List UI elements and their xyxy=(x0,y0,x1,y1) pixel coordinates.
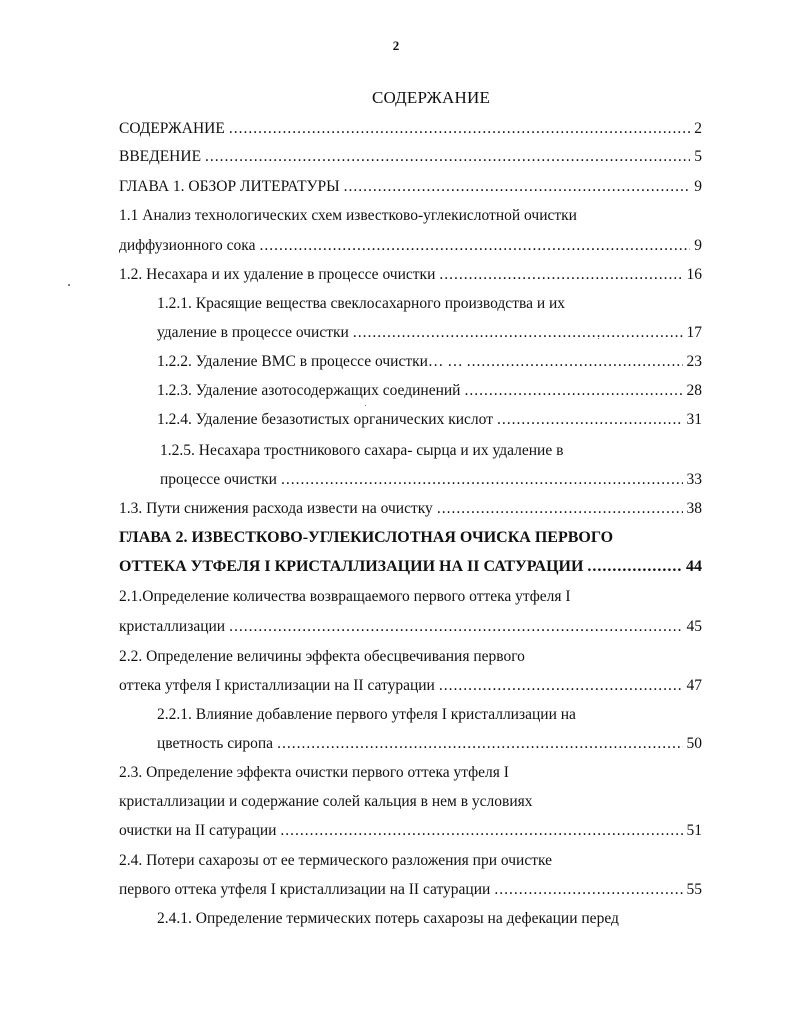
toc-entry-line xyxy=(119,676,702,696)
toc-entry-text: 1.1 Анализ технологических схем известково-углекислотной очистки xyxy=(119,207,577,224)
toc-page-number: 51 xyxy=(686,822,702,839)
toc-page-number: 45 xyxy=(686,618,702,635)
toc-entry-line xyxy=(157,323,702,343)
toc-entry-line xyxy=(157,705,576,725)
dot-leader xyxy=(281,470,683,490)
toc-entry-text: цветность сиропа xyxy=(157,735,274,752)
toc-entry-text: СОДЕРЖАНИЕ xyxy=(119,120,225,137)
toc-entry-text: 1.3. Пути снижения расхода извести на очистку xyxy=(119,500,433,517)
toc-entry-text: 2.4. Потери сахарозы от ее термического разложения при очистке xyxy=(119,852,553,869)
toc-entry-text: очистки на II сатурации xyxy=(119,822,277,839)
toc-page-number: 2 xyxy=(694,120,702,137)
toc-entry-line xyxy=(119,763,509,783)
toc-entry-text: первого оттека утфеля I кристаллизации на II сатурации xyxy=(119,881,491,898)
toc-page-number: 5 xyxy=(694,148,702,165)
dot-leader xyxy=(229,119,690,139)
dot-leader xyxy=(467,352,683,372)
toc-entry-line xyxy=(157,410,702,430)
toc-entry-text: ВВЕДЕНИЕ xyxy=(119,148,202,165)
toc-entry-text: ОТТЕКА УТФЕЛЯ I КРИСТАЛЛИЗАЦИИ НА II САТУРАЦИИ xyxy=(119,558,584,575)
toc-page-number: 44 xyxy=(686,558,702,575)
toc-entry-line xyxy=(157,734,702,754)
toc-entry-text: ГЛАВА 1. ОБЗОР ЛИТЕРАТУРЫ xyxy=(119,178,340,195)
dot-leader xyxy=(353,323,683,343)
toc-entry-line xyxy=(119,617,702,637)
toc-page-number: 47 xyxy=(686,677,702,694)
toc-entry-line xyxy=(119,587,571,607)
toc-entry-text: ГЛАВА 2. ИЗВЕСТКОВО-УГЛЕКИСЛОТНАЯ ОЧИСКА ПЕРВОГО xyxy=(119,529,614,546)
toc-page-number: 9 xyxy=(694,237,702,254)
toc-page-number: 38 xyxy=(686,500,702,517)
toc-entry-text: 1.2.2. Удаление ВМС в процессе очистки… … xyxy=(157,353,463,370)
toc-entry-text: процессе очистки xyxy=(160,471,277,488)
toc-page-number: 55 xyxy=(686,881,702,898)
dot-leader xyxy=(439,265,682,285)
toc-entry-text: диффузионного сока xyxy=(119,237,256,254)
toc-entry-line xyxy=(119,119,702,139)
toc-entry-line xyxy=(119,647,525,667)
dot-leader xyxy=(587,557,682,577)
dot-leader xyxy=(464,381,682,401)
toc-entry-line xyxy=(157,909,619,929)
toc-page-number: 28 xyxy=(686,382,702,399)
toc-entry-line xyxy=(119,265,702,285)
toc-entry-line xyxy=(119,177,702,197)
toc-entry-line xyxy=(157,294,565,314)
dot-leader xyxy=(344,177,691,197)
toc-entry-text: 2.1.Определение количества возвращаемого первого оттека утфеля I xyxy=(119,588,571,605)
toc-entry-line xyxy=(119,557,702,577)
toc-entry-text: 1.2. Несахара и их удаление в процессе очистки xyxy=(119,266,436,283)
dot-leader xyxy=(494,880,682,900)
toc-entry-line xyxy=(160,441,563,461)
toc-page-number: 23 xyxy=(686,353,702,370)
toc-entry-line xyxy=(119,147,702,167)
toc-title: СОДЕРЖАНИЕ xyxy=(371,88,491,107)
toc-page-number: 16 xyxy=(686,266,702,283)
toc-entry-line xyxy=(119,206,577,226)
toc-entry-text: кристаллизации и содержание солей кальция в нем в условиях xyxy=(119,793,533,810)
dot-leader xyxy=(205,147,690,167)
toc-page-number: 9 xyxy=(694,178,702,195)
toc-entry-text: 2.4.1. Определение термических потерь сахарозы на дефекации перед xyxy=(157,910,619,927)
toc-entry-text: 1.2.3. Удаление азотосодержащих соединений xyxy=(157,382,461,399)
toc-page-number: 31 xyxy=(686,411,702,428)
toc-entry-text: оттека утфеля I кристаллизации на II сатурации xyxy=(119,677,435,694)
toc-entry-text: 2.3. Определение эффекта очистки первого оттека утфеля I xyxy=(119,764,509,781)
dot-leader xyxy=(280,821,682,841)
toc-entry-line xyxy=(119,236,702,256)
toc-entry-line xyxy=(119,792,533,812)
dot-leader xyxy=(497,410,683,430)
dot-leader xyxy=(439,676,683,696)
toc-entry-line xyxy=(119,821,702,841)
toc-page-number: 50 xyxy=(686,735,702,752)
toc-entry-line xyxy=(119,851,552,871)
toc-entry-text: 1.2.4. Удаление безазотистых органических кислот xyxy=(157,411,493,428)
toc-entry-line xyxy=(157,352,702,372)
toc-entry-line xyxy=(119,880,702,900)
toc-entry-line xyxy=(157,381,702,401)
toc-page-number: 33 xyxy=(686,471,702,488)
toc-entry-text: удаление в процессе очистки xyxy=(157,324,349,341)
toc-entry-line xyxy=(160,470,702,490)
toc-entry-text: 1.2.5. Несахара тростникового сахара- сырца и их удаление в xyxy=(160,442,564,459)
page-number: 2 xyxy=(392,38,400,53)
toc-entry-text: 2.2. Определение величины эффекта обесцвечивания первого xyxy=(119,648,525,665)
toc-page-number: 17 xyxy=(686,324,702,341)
toc-entry-text: 1.2.1. Красящие вещества свеклосахарного производства и их xyxy=(157,295,566,312)
toc-entry-text: кристаллизации xyxy=(119,618,226,635)
dot-leader xyxy=(437,499,683,519)
toc-entry-line xyxy=(119,528,613,548)
dot-leader xyxy=(229,617,682,637)
toc-entry-line xyxy=(119,499,702,519)
toc-entry-text: 2.2.1. Влияние добавление первого утфеля I кристаллизации на xyxy=(157,706,576,723)
dot-leader xyxy=(277,734,682,754)
dot-leader xyxy=(259,236,690,256)
